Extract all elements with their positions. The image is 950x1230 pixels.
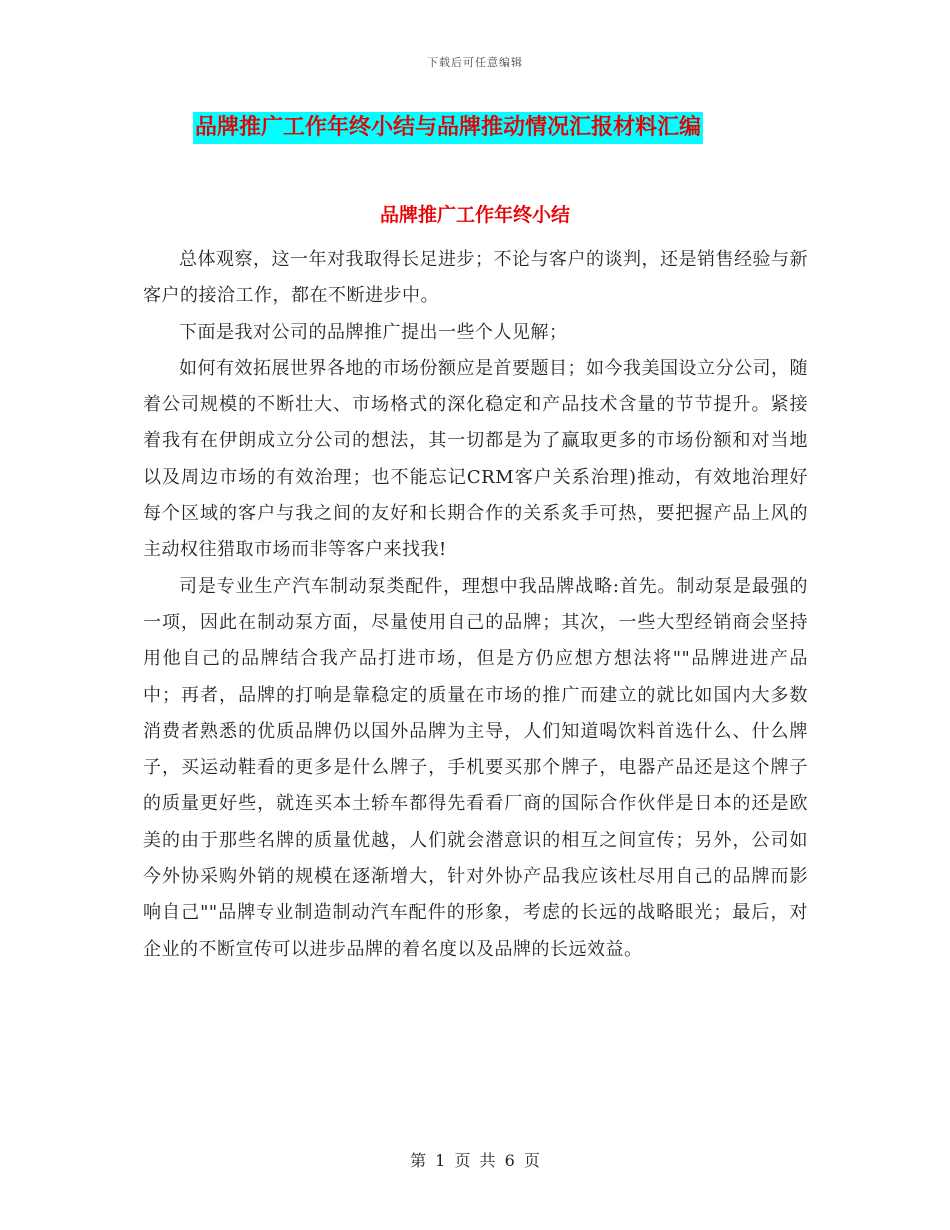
page-footer: 第 1 页 共 6 页	[410, 1151, 540, 1170]
paragraph-1: 总体观察，这一年对我取得长足进步；不论与客户的谈判，还是销售经验与新客户的接洽工作，都在不断进步中。	[143, 249, 808, 307]
paragraph-4: 司是专业生产汽车制动泵类配件，理想中我品牌战略:首先。制动泵是最强的一项，因此在制动泵方面，尽量使用自己的品牌；其次，一些大型经销商会坚持用他自己的品牌结合我产品打进市场，但是方仍应想方想法将""品牌进进产品中；再者，品牌的打响是靠稳定的质量在市场的推广而建立的就比如国内大多数消费者熟悉的优质品牌仍以国外品牌为主导，人们知道喝饮料首选什么、什么牌子，买运动鞋看的更多是什么牌子，手机要买那个牌子，电器产品还是这个牌子的质量更好些，就连买本土轿车都得先看看厂商的国际合作伙伴是日本的还是欧美的由于那些名牌的质量优越，人们就会潜意识的相互之间宣传；另外，公司如今外协采购外销的规模在逐渐增大，针对外协产品我应该杜尽用自己的品牌而影响自己""品牌专业制造制动汽车配件的形象，考虑的长远的战略眼光；最后，对企业的不断宣传可以进步品牌的着名度以及品牌的长远效益。	[143, 575, 808, 960]
paragraph-2: 下面是我对公司的品牌推广提出一些个人见解；	[179, 321, 568, 343]
paragraph-3: 如何有效拓展世界各地的市场份额应是首要题目；如今我美国设立分公司，随着公司规模的不断壮大、市场格式的深化稳定和产品技术含量的节节提升。紧接着我有在伊朗成立分公司的想法，其一切都是为了赢取更多的市场份额和对当地以及周边市场的有效治理；也不能忘记CRM客户关系治理)推动，有效地治理好每个区域的客户与我之间的友好和长期合作的关系炙手可热，要把握产品上风的主动权往猎取市场而非等客户来找我!	[143, 357, 808, 561]
document-main-title: 品牌推广工作年终小结与品牌推动情况汇报材料汇编	[193, 112, 703, 144]
section-title: 品牌推广工作年终小结	[379, 204, 570, 226]
page-header-note: 下载后可任意编辑	[427, 56, 523, 69]
document-body	[143, 242, 808, 968]
